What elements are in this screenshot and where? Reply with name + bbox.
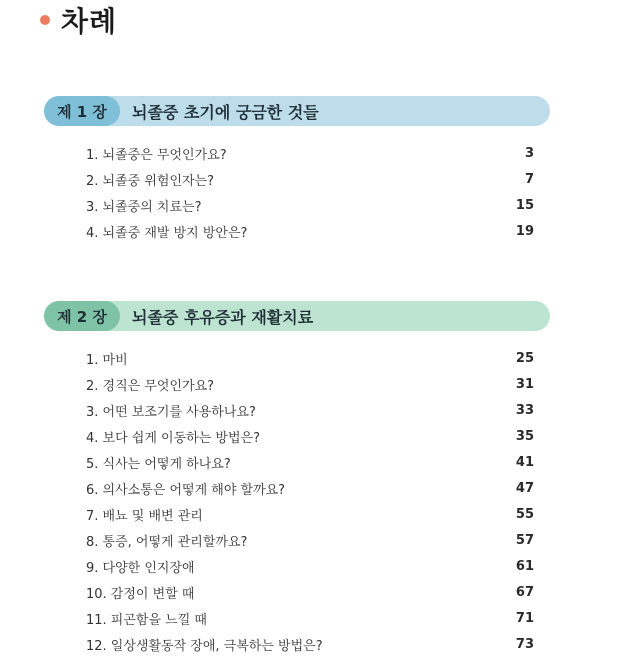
toc-entry-page-number: 71 <box>515 610 534 626</box>
chapter-2-header <box>44 301 550 331</box>
toc-entry[interactable] <box>86 553 534 579</box>
toc-entry[interactable] <box>86 475 534 501</box>
toc-entry-label: 2. 뇌졸중 위험인자는? <box>86 173 215 189</box>
toc-entry-label: 9. 다양한 인지장애 <box>86 560 195 576</box>
toc-entry-page-number: 67 <box>515 584 534 600</box>
chapter-1-badge: 제 1 장 <box>44 96 120 126</box>
toc-entry[interactable] <box>86 192 534 218</box>
toc-entry[interactable] <box>86 345 534 371</box>
toc-entry-label: 6. 의사소통은 어떻게 해야 할까요? <box>86 482 286 498</box>
toc-entry-page-number: 25 <box>515 350 534 366</box>
toc-entry-page-number: 57 <box>515 532 534 548</box>
toc-entry-page-number: 61 <box>515 558 534 574</box>
chapter-2-title: 뇌졸중 후유증과 재활치료 <box>132 307 314 327</box>
toc-entry[interactable] <box>86 527 534 553</box>
toc-entry-label: 8. 통증, 어떻게 관리할까요? <box>86 534 248 550</box>
toc-entry[interactable] <box>86 397 534 423</box>
toc-entry-page-number: 33 <box>515 402 534 418</box>
toc-entry-label: 12. 일상생활동작 장애, 극복하는 방법은? <box>86 638 323 654</box>
toc-entry-label: 5. 식사는 어떻게 하나요? <box>86 456 231 472</box>
toc-entry-page-number: 55 <box>515 506 534 522</box>
toc-entry-label: 2. 경직은 무엇인가요? <box>86 378 215 394</box>
chapter-1-title: 뇌졸중 초기에 궁금한 것들 <box>132 102 319 122</box>
toc-entry-page-number: 7 <box>524 171 534 187</box>
toc-entry-page-number: 31 <box>515 376 534 392</box>
toc-entry-label: 1. 뇌졸중은 무엇인가요? <box>86 147 227 163</box>
page-title-row <box>40 2 117 38</box>
toc-entry-label: 3. 어떤 보조기를 사용하나요? <box>86 404 256 420</box>
toc-entry[interactable] <box>86 579 534 605</box>
toc-entry-page-number: 47 <box>515 480 534 496</box>
toc-entry-label: 10. 감정이 변할 때 <box>86 586 195 602</box>
toc-entry-label: 7. 배뇨 및 배변 관리 <box>86 508 203 524</box>
chapter-2-bar <box>44 301 550 331</box>
toc-entry[interactable] <box>86 166 534 192</box>
chapter-1-toc <box>86 140 534 244</box>
chapter-2-badge: 제 2 장 <box>44 301 120 331</box>
toc-entry[interactable] <box>86 218 534 244</box>
toc-entry-page-number: 35 <box>515 428 534 444</box>
toc-entry-page-number: 3 <box>524 145 534 161</box>
chapter-1-bar <box>44 96 550 126</box>
chapter-1-header <box>44 96 550 126</box>
toc-entry[interactable] <box>86 423 534 449</box>
toc-entry-page-number: 41 <box>515 454 534 470</box>
toc-entry-page-number: 19 <box>515 223 534 239</box>
toc-entry[interactable] <box>86 501 534 527</box>
page-title: 차례 <box>61 5 118 38</box>
toc-entry-page-number: 73 <box>515 636 534 652</box>
title-bullet-dot <box>40 15 50 25</box>
toc-entry[interactable] <box>86 605 534 631</box>
toc-entry-label: 4. 보다 쉽게 이동하는 방법은? <box>86 430 260 446</box>
toc-entry-label: 3. 뇌졸중의 치료는? <box>86 199 202 215</box>
toc-entry-page-number: 15 <box>515 197 534 213</box>
toc-entry-label: 11. 피곤함을 느낄 때 <box>86 612 207 628</box>
toc-entry[interactable] <box>86 631 534 657</box>
toc-entry[interactable] <box>86 140 534 166</box>
toc-entry[interactable] <box>86 449 534 475</box>
toc-entry[interactable] <box>86 371 534 397</box>
chapter-2-toc <box>86 345 534 657</box>
toc-entry-label: 4. 뇌졸중 재발 방지 방안은? <box>86 225 248 241</box>
toc-entry-label: 1. 마비 <box>86 352 128 368</box>
